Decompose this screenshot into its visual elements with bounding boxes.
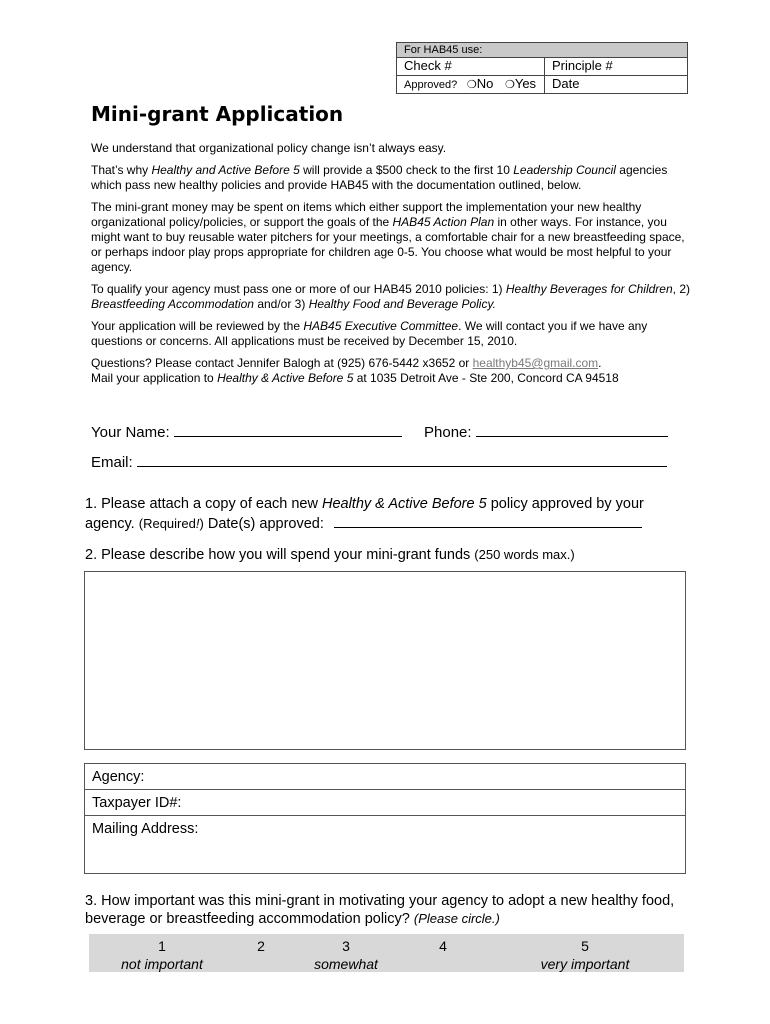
- yes-option-label: Yes: [514, 76, 537, 91]
- office-use-box: [396, 42, 688, 94]
- date-label: Date: [552, 76, 580, 91]
- mailing-address-label: Mailing Address:: [92, 821, 199, 837]
- yes-radio-icon[interactable]: ❍: [504, 79, 515, 91]
- funds-description-textarea[interactable]: [84, 571, 686, 750]
- agency-info-box: [84, 763, 686, 874]
- taxpayer-id-field[interactable]: [85, 790, 685, 816]
- check-number-label: Check #: [404, 58, 452, 73]
- email-label: Email:: [91, 454, 133, 471]
- phone-field-row: [424, 422, 668, 441]
- approved-label: Approved?: [404, 79, 458, 91]
- intro-paragraph-1: We understand that organizational policy change isn’t always easy.: [91, 141, 447, 155]
- question-2: 2. Please describe how you will spend your mini-grant funds (250 words max.): [85, 547, 575, 563]
- scale-option-1[interactable]: 1: [158, 938, 166, 954]
- scale-label-somewhat: somewhat: [314, 956, 378, 972]
- scale-option-3[interactable]: 3: [342, 938, 350, 954]
- agency-label: Agency:: [92, 769, 145, 785]
- date-cell[interactable]: [545, 76, 687, 93]
- scale-label-very-important: very important: [540, 956, 630, 972]
- phone-input-line[interactable]: [476, 422, 668, 437]
- page-title: Mini-grant Application: [91, 102, 344, 126]
- scale-option-2[interactable]: 2: [257, 938, 265, 954]
- taxpayer-id-label: Taxpayer ID#:: [92, 795, 182, 811]
- importance-scale: [89, 934, 684, 972]
- scale-option-4[interactable]: 4: [439, 938, 447, 954]
- scale-label-not-important: not important: [121, 956, 203, 972]
- name-field-row: [91, 422, 402, 441]
- question-1: 1. Please attach a copy of each new Healthy & Active Before 5 policy approved by your agency. (Required!) Date(s) approved:: [85, 496, 644, 532]
- intro-paragraph-4: To qualify your agency must pass one or more of our HAB45 2010 policies: 1) Healthy Beverages for Children, 2) Breastfeeding Accommodation and/or 3) Healthy Food and Beverage Policy.: [91, 282, 690, 311]
- no-option-label: No: [476, 76, 494, 91]
- name-input-line[interactable]: [174, 422, 402, 437]
- approved-cell: [397, 76, 545, 93]
- check-number-cell[interactable]: [397, 58, 545, 75]
- mailing-address-field[interactable]: [85, 816, 685, 872]
- intro-text: [91, 141, 691, 386]
- phone-label: Phone:: [424, 424, 472, 441]
- intro-paragraph-6: Questions? Please contact Jennifer Balogh at (925) 676-5442 x3652 or healthyb45@gmail.com. Mail your application to Healthy & Active Before 5 at 1035 Detroit Ave - Ste 200, Concord CA 94518: [91, 356, 619, 385]
- dates-approved-input-line[interactable]: [334, 513, 642, 528]
- intro-paragraph-2: That’s why Healthy and Active Before 5 will provide a $500 check to the first 10 Leadership Council agencies which pass new healthy policies and provide HAB45 with the documentation outlined, below.: [91, 163, 668, 192]
- question-3: 3. How important was this mini-grant in motivating your agency to adopt a new healthy food, beverage or breastfeeding accommodation policy? (Please circle.): [85, 893, 675, 927]
- intro-paragraph-5: Your application will be reviewed by the HAB45 Executive Committee. We will contact you if we have any questions or concerns. All applications must be received by December 15, 2010.: [91, 319, 648, 348]
- principle-number-cell[interactable]: [545, 58, 687, 75]
- office-use-header: For HAB45 use:: [397, 43, 687, 58]
- name-label: Your Name:: [91, 424, 170, 441]
- intro-paragraph-3: The mini-grant money may be spent on items which either support the implementation your new healthy organizational policy/policies, or support the goals of the HAB45 Action Plan in other ways. For instance, you might want to buy reusable water pitchers for your meetings, a comfortable chair for a new breastfeeding space, or perhaps indoor play props appropriate for children age 0-5. You choose what would be most helpful to your agency.: [91, 200, 685, 274]
- email-field-row: [91, 452, 667, 471]
- no-radio-icon[interactable]: ❍: [466, 79, 477, 91]
- scale-option-5[interactable]: 5: [581, 938, 589, 954]
- agency-field[interactable]: [85, 764, 685, 790]
- principle-number-label: Principle #: [552, 58, 613, 73]
- email-input-line[interactable]: [137, 452, 667, 467]
- contact-email-link[interactable]: healthyb45@gmail.com: [472, 356, 599, 370]
